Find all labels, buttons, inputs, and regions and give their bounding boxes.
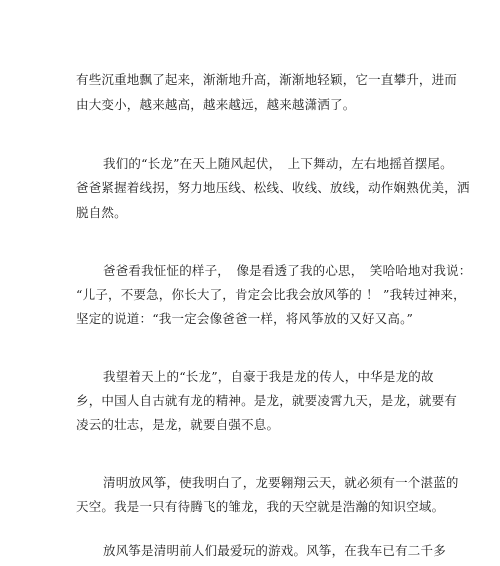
paragraph-3-line-3: 坚定的说道：“我一定会像爸爸一样，将风筝放的又好又高。” (76, 311, 414, 326)
paragraph-4-line-3: 凌云的壮志，是龙，就要自强不息。 (76, 417, 280, 432)
paragraph-5-line-1: 清明放风筝，使我明白了，龙要翱翔云天，就必须有一个湛蓝的 (103, 475, 459, 490)
paragraph-6-line-1: 放风筝是清明前人们最爱玩的游戏。风筝，在我车已有二千多 (103, 543, 446, 558)
paragraph-5-line-2: 天空。我是一只有待腾飞的雏龙，我的天空就是浩瀚的知识空域。 (76, 499, 445, 514)
paragraph-2-line-2: 爸爸紧握着线拐，努力地压线、松线、收线、放线，动作娴熟优美，洒 (76, 180, 470, 195)
paragraph-1-line-2: 由大变小，越来越高，越来越远，越来越潇洒了。 (76, 97, 356, 112)
paragraph-4-line-2: 乡，中国人自古就有龙的精神。是龙，就要凌霄九天，是龙，就要有 (76, 393, 458, 408)
paragraph-2-line-1: 我们的“长龙”在天上随风起伏， 上下舞动，左右地摇首摆尾。 (103, 156, 453, 171)
paragraph-2-line-3: 脱自然。 (76, 205, 127, 220)
paragraph-4-line-1: 我望着天上的“长龙”，自豪于我是龙的传人，中华是龙的故 (103, 369, 434, 384)
paragraph-1-line-1: 有些沉重地飘了起来，渐渐地升高，渐渐地轻颖，它一直攀升，进而 (76, 72, 458, 87)
paragraph-3-line-2: “儿子，不要急，你长大了，肯定会比我会放风筝的 ！ ”我转过神来， (76, 287, 466, 302)
paragraph-3-line-1: 爸爸看我怔怔的样子， 像是看透了我的心思， 笑哈哈地对我说： (103, 263, 472, 278)
